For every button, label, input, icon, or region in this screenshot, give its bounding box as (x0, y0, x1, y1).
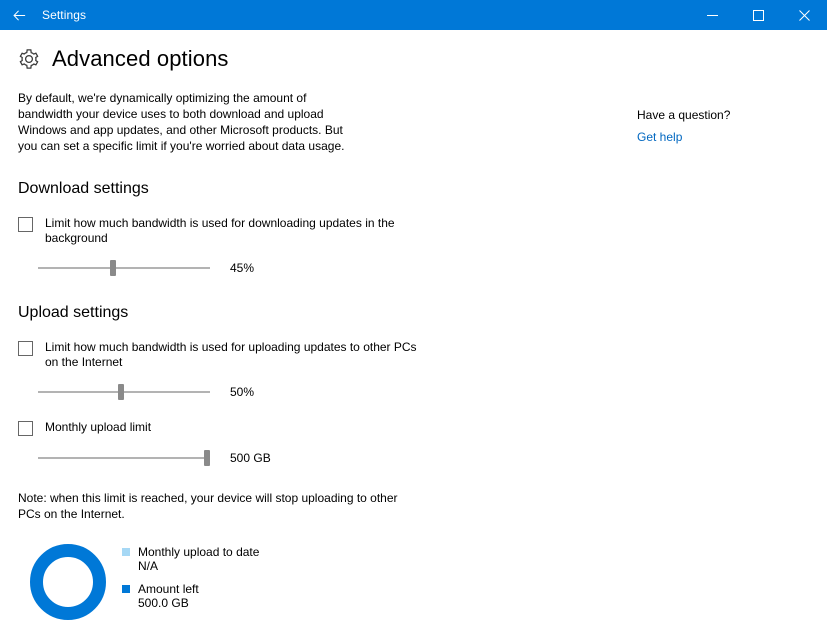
download-limit-checkbox[interactable] (18, 217, 33, 232)
legend-swatch-remaining (122, 585, 130, 593)
download-limit-label: Limit how much bandwidth is used for downloading updates in the background (45, 216, 395, 245)
download-bandwidth-slider-row (18, 258, 809, 278)
slider-track (38, 391, 210, 393)
intro-text: By default, we're dynamically optimizing the amount of bandwidth your device uses to both download and upload Windows and app updates, and other Microsoft products. But you can set a specific limit if you're worried about data usage. (18, 91, 345, 153)
usage-donut-chart (30, 544, 106, 620)
monthly-upload-limit-checkbox-row[interactable] (18, 420, 809, 436)
upload-usage-chart (18, 544, 809, 620)
legend-item (122, 545, 259, 574)
slider-track (38, 267, 210, 269)
get-help-link[interactable]: Get help (637, 130, 683, 144)
window-controls (689, 0, 827, 30)
slider-track (38, 457, 210, 459)
monthly-upload-slider-row (18, 448, 809, 468)
page-header (0, 30, 827, 72)
upload-limit-label: Limit how much bandwidth is used for uploading updates to other PCs on the Internet (45, 340, 417, 369)
main-content (0, 90, 827, 620)
page-title: Advanced options (52, 46, 229, 71)
legend-label-remaining: Amount left (138, 582, 199, 596)
maximize-icon (753, 10, 764, 21)
minimize-icon (707, 10, 718, 21)
upload-bandwidth-slider-row (18, 382, 809, 402)
help-panel (637, 108, 797, 146)
upload-bandwidth-slider[interactable] (38, 382, 210, 402)
back-button[interactable] (0, 0, 38, 30)
upload-settings-heading: Upload settings (18, 304, 129, 321)
slider-thumb[interactable] (110, 260, 116, 276)
monthly-upload-slider[interactable] (38, 448, 210, 468)
upload-bandwidth-value: 50% (230, 385, 255, 399)
gear-icon (18, 48, 40, 70)
slider-thumb[interactable] (204, 450, 210, 466)
window-title: Settings (42, 8, 87, 22)
legend-value-remaining: 500.0 GB (138, 596, 189, 610)
legend-value-uploaded: N/A (138, 559, 159, 573)
legend-swatch-uploaded (122, 548, 130, 556)
download-bandwidth-slider[interactable] (38, 258, 210, 278)
monthly-limit-note: Note: when this limit is reached, your device will stop uploading to other PCs on the Internet. (18, 491, 398, 521)
title-bar (0, 0, 827, 30)
close-icon (799, 10, 810, 21)
download-limit-checkbox-row[interactable] (18, 216, 809, 246)
back-arrow-icon (12, 8, 27, 23)
upload-limit-checkbox[interactable] (18, 341, 33, 356)
download-settings-heading: Download settings (18, 180, 149, 197)
slider-thumb[interactable] (118, 384, 124, 400)
legend-label-uploaded: Monthly upload to date (138, 545, 260, 559)
monthly-upload-limit-label: Monthly upload limit (45, 420, 152, 434)
download-bandwidth-value: 45% (230, 261, 255, 275)
monthly-upload-limit-checkbox[interactable] (18, 421, 33, 436)
upload-limit-checkbox-row[interactable] (18, 340, 809, 370)
help-title: Have a question? (637, 108, 731, 122)
minimize-button[interactable] (689, 0, 735, 30)
maximize-button[interactable] (735, 0, 781, 30)
close-button[interactable] (781, 0, 827, 30)
monthly-upload-value: 500 GB (230, 451, 271, 465)
usage-chart-legend (122, 545, 259, 619)
legend-item (122, 582, 259, 611)
